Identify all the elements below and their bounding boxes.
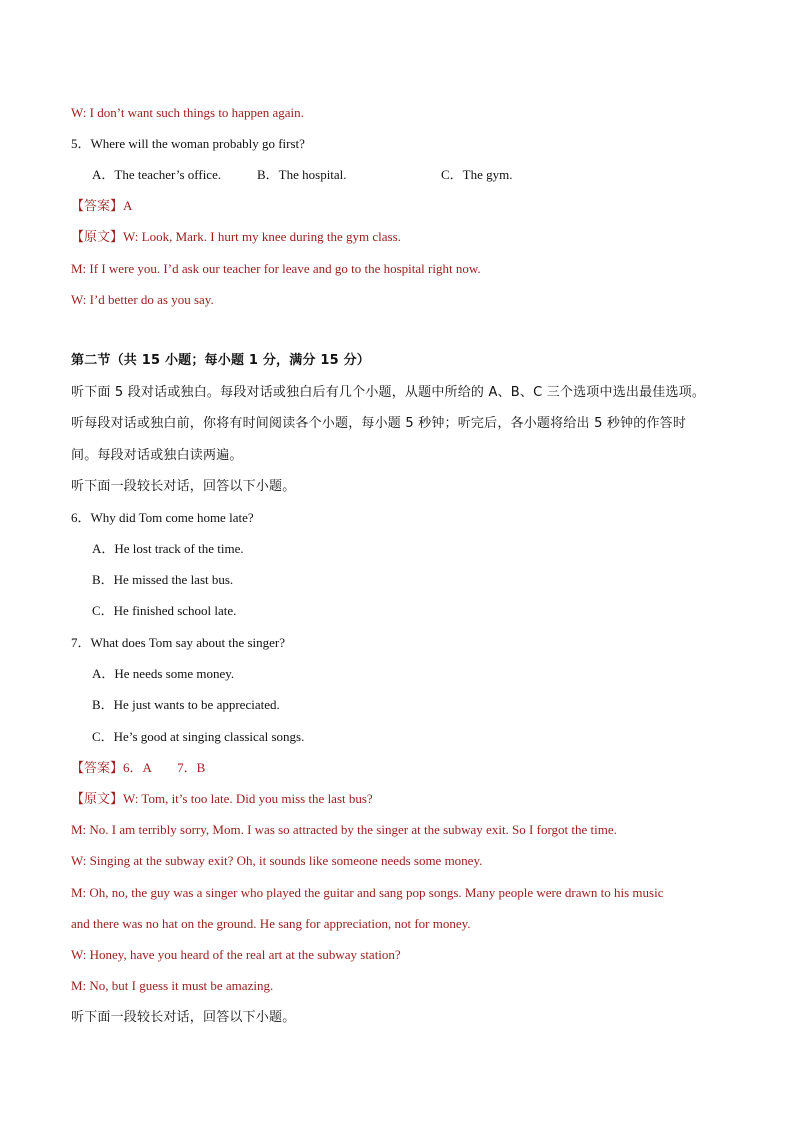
transcript-text: W: Look, Mark. I hurt my knee during the gym class. <box>123 229 401 244</box>
question-7-option-b: B．He just wants to be appreciated. <box>92 697 280 712</box>
section-2-instructions-line-1: 听下面 5 段对话或独白。每段对话或独白后有几个小题，从题中所给的 A、B、C 三个选项中选出最佳选项。 <box>71 385 706 400</box>
question-5-transcript-line-1 <box>71 228 401 247</box>
question-5-transcript-line-2: M: If I were you. I’d ask our teacher for leave and go to the hospital right now. <box>71 261 481 276</box>
question-5-transcript-line-3: W: I’d better do as you say. <box>71 292 214 307</box>
transcript-label: 【原文】 <box>71 230 124 245</box>
question-6-option-a: A．He lost track of the time. <box>92 541 244 556</box>
previous-dialogue-line: W: I don’t want such things to happen again. <box>71 105 304 120</box>
next-dialogue-intro: 听下面一段较长对话，回答以下小题。 <box>71 1010 296 1025</box>
question-5-option-a: A．The teacher’s office. <box>92 167 222 182</box>
question-6-option-b: B．He missed the last bus. <box>92 572 234 587</box>
question-5: 5．Where will the woman probably go first? <box>71 136 305 151</box>
transcript-67-line-4: M: Oh, no, the guy was a singer who played the guitar and sang pop songs. Many people were drawn to his music <box>71 885 664 900</box>
question-5-option-b: B．The hospital. <box>257 167 347 182</box>
section-2-instructions-line-3: 间。每段对话或独白读两遍。 <box>71 448 243 463</box>
dialogue-intro: 听下面一段较长对话，回答以下小题。 <box>71 479 296 494</box>
question-5-answer <box>71 197 132 216</box>
transcript-67-line-6: W: Honey, have you heard of the real art at the subway station? <box>71 947 401 962</box>
answer-value: A <box>123 198 133 213</box>
answer-label: 【答案】 <box>71 199 124 214</box>
question-5-option-c: C．The gym. <box>441 167 513 182</box>
questions-6-7-answer <box>71 759 205 778</box>
transcript-67-line-7: M: No, but I guess it must be amazing. <box>71 978 274 993</box>
transcript-67-line-2: M: No. I am terribly sorry, Mom. I was so attracted by the singer at the subway exit. So I forgot the time. <box>71 822 617 837</box>
transcript-label: 【原文】 <box>71 792 124 807</box>
transcript-text: W: Tom, it’s too late. Did you miss the last bus? <box>123 791 373 806</box>
section-2-title: 第二节（共 15 小题；每小题 1 分，满分 15 分） <box>71 353 370 368</box>
question-7: 7．What does Tom say about the singer? <box>71 635 286 650</box>
transcript-67-line-3: W: Singing at the subway exit? Oh, it sounds like someone needs some money. <box>71 853 483 868</box>
transcript-67-line-1 <box>71 790 373 809</box>
question-7-option-a: A．He needs some money. <box>92 666 235 681</box>
question-6-option-c: C．He finished school late. <box>92 603 237 618</box>
answer-value: 6．A 7．B <box>123 760 206 775</box>
question-6: 6．Why did Tom come home late? <box>71 510 254 525</box>
question-7-option-c: C．He’s good at singing classical songs. <box>92 729 305 744</box>
transcript-67-line-5: and there was no hat on the ground. He sang for appreciation, not for money. <box>71 916 471 931</box>
section-2-instructions-line-2: 听每段对话或独白前，你将有时间阅读各个小题，每小题 5 秒钟；听完后，各小题将给出 5 秒钟的作答时 <box>71 416 687 431</box>
answer-label: 【答案】 <box>71 761 124 776</box>
